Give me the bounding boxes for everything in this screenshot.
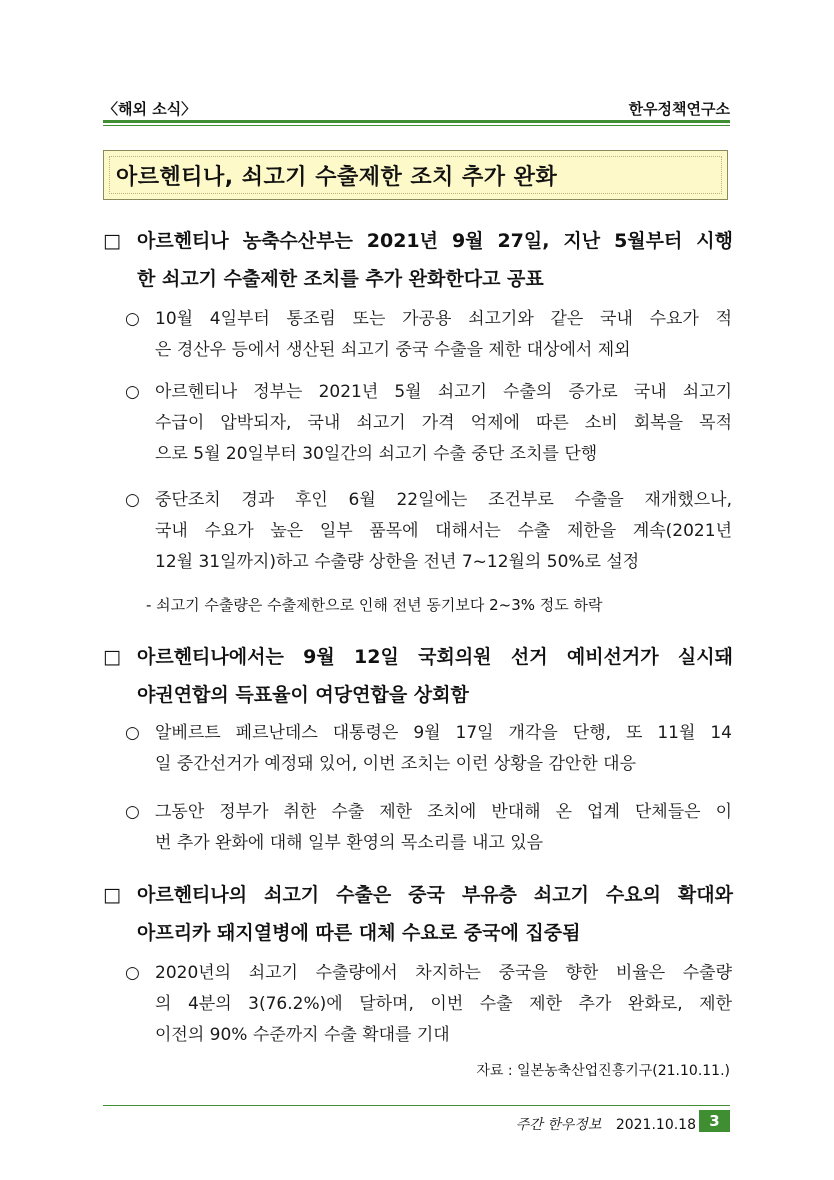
header-rule-thin: [103, 125, 730, 126]
footer-date: 2021.10.18: [615, 1117, 696, 1133]
page-number: 3: [699, 1110, 730, 1132]
section-line: 아프리카 돼지열병에 따른 대체 수요로 중국에 집중됨: [137, 922, 581, 944]
title-box: [103, 150, 728, 200]
bullet-line: 의 4분의 3(76.2%)에 달하며, 이번 수출 제한 추가 완화로, 제한: [155, 994, 732, 1014]
circle-bullet-icon: ○: [125, 802, 140, 822]
footer-rule: [103, 1105, 730, 1106]
bullet-line: 국내 수요가 높은 일부 품목에 대해서는 수출 제한을 계속(2021년: [155, 521, 732, 541]
page-title: 아르헨티나, 쇠고기 수출제한 조치 추가 완화: [116, 165, 558, 190]
bullet-item: [125, 958, 732, 1051]
square-bullet-icon: □: [103, 884, 121, 906]
header-rule-thick: [103, 120, 730, 123]
sub-note: - 쇠고기 수출량은 수출제한으로 인해 전년 동기보다 2~3% 정도 하락: [146, 596, 603, 614]
bullet-item: [125, 485, 732, 578]
bullet-line: 으로 5월 20일부터 30일간의 쇠고기 수출 중단 조치를 단행: [155, 444, 598, 464]
section-line: 야권연합의 득표율이 여당연합을 상회함: [137, 684, 469, 706]
square-bullet-icon: □: [103, 646, 121, 668]
bullet-item: [125, 304, 732, 366]
section-line: 아르헨티나에서는 9월 12일 국회의원 선거 예비선거가 실시돼: [137, 646, 733, 668]
section-line: 아르헨티나 농축수산부는 2021년 9월 27일, 지난 5월부터 시행: [137, 230, 733, 252]
section-3-heading: [103, 876, 733, 952]
circle-bullet-icon: ○: [125, 309, 140, 329]
bullet-line: 알베르트 페르난데스 대통령은 9월 17일 개각을 단행, 또 11월 14: [155, 723, 732, 743]
section-2-heading: [103, 638, 733, 714]
bullet-line: 2020년의 쇠고기 수출량에서 차지하는 중국을 향한 비율은 수출량: [155, 963, 732, 983]
circle-bullet-icon: ○: [125, 382, 140, 402]
bullet-line: 번 추가 완화에 대해 일부 환영의 목소리를 내고 있음: [155, 833, 544, 853]
source-citation: 자료 : 일본농축산업진흥기구(21.10.11.): [476, 1063, 730, 1079]
circle-bullet-icon: ○: [125, 723, 140, 743]
bullet-item: [125, 377, 732, 470]
section-line: 한 쇠고기 수출제한 조치를 추가 완화한다고 공표: [137, 268, 544, 290]
bullet-line: 중단조치 경과 후인 6월 22일에는 조건부로 수출을 재개했으나,: [155, 490, 732, 510]
footer-publication: 주간 한우정보: [515, 1117, 602, 1133]
circle-bullet-icon: ○: [125, 963, 140, 983]
square-bullet-icon: □: [103, 230, 121, 252]
circle-bullet-icon: ○: [125, 490, 140, 510]
header-organization: 한우정책연구소: [628, 100, 730, 118]
bullet-line: 은 경산우 등에서 생산된 쇠고기 중국 수출을 제한 대상에서 제외: [155, 340, 631, 360]
section-1-heading: [103, 222, 733, 298]
section-line: 아르헨티나의 쇠고기 수출은 중국 부유층 쇠고기 수요의 확대와: [137, 884, 733, 906]
bullet-line: 10월 4일부터 통조림 또는 가공용 쇠고기와 같은 국내 수요가 적: [155, 309, 732, 329]
bullet-line: 수급이 압박되자, 국내 쇠고기 가격 억제에 따른 소비 회복을 목적: [155, 413, 732, 433]
bullet-line: 일 중간선거가 예정돼 있어, 이번 조치는 이런 상황을 감안한 대응: [155, 754, 637, 774]
bullet-line: 이전의 90% 수준까지 수출 확대를 기대: [155, 1025, 450, 1045]
bullet-line: 그동안 정부가 취한 수출 제한 조치에 반대해 온 업계 단체들은 이: [155, 802, 732, 822]
footer-info: [516, 1114, 696, 1134]
bullet-line: 12월 31일까지)하고 수출량 상한을 전년 7~12월의 50%로 설정: [155, 552, 640, 572]
header-section-label: 〈해외 소식〉: [103, 100, 197, 118]
bullet-item: [125, 718, 732, 780]
bullet-line: 아르헨티나 정부는 2021년 5월 쇠고기 수출의 증가로 국내 쇠고기: [155, 382, 732, 402]
bullet-item: [125, 797, 732, 859]
